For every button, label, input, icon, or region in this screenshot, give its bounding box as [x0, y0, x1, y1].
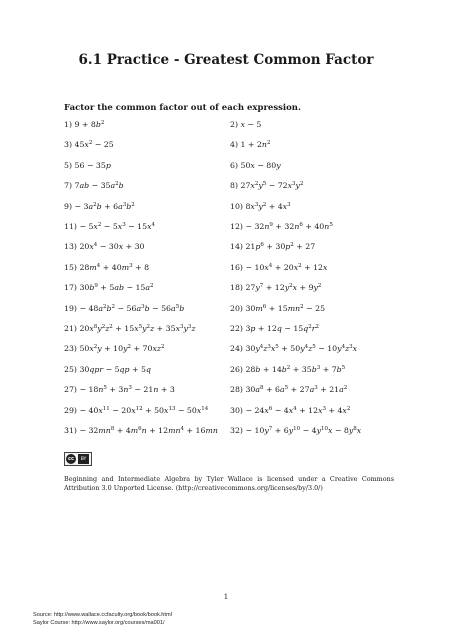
creative-commons-badge[interactable] [64, 452, 92, 466]
problem-item: 8) $27x^2y^5 - 72x^3y^2$ [230, 181, 304, 191]
problem-item: 23) $50x^2y + 10y^2 + 70xz^2$ [64, 344, 165, 354]
problem-item: 7) $7ab - 35a^2b$ [64, 181, 124, 191]
problem-item: 26) $28b + 14b^2 + 35b^3 + 7b^5$ [230, 364, 346, 374]
source-footer [33, 612, 172, 627]
problem-item: $29) - 40x^{11} - 20x^{12} + 50x^{13} - 50x^{14}$ [64, 405, 209, 415]
problem-item: 2) x − 5 [230, 120, 262, 129]
problem-item: 13) $20x^4 - 30x + 30$ [64, 242, 145, 252]
problem-item: $31) - 32mn^8 + 4m^6n + 12mn^4 + 16mn$ [64, 426, 218, 435]
problem-item: $30) - 24x^6 - 4x^4 + 12x^3 + 4x^2$ [230, 405, 351, 415]
problem-item: 22) $3p + 12q - 15q^2r^2$ [230, 324, 319, 333]
problem-item: 4) $1 + 2n^2$ [230, 140, 271, 150]
cc-icon: cc [66, 454, 76, 464]
problem-item: 21) $20x^8y^2z^2 + 15x^5y^2z + 35x^3y^3z$ [64, 324, 196, 333]
problem-list [64, 120, 394, 440]
saylor-course-line[interactable]: Saylor Course: http://www.saylor.org/courses/ma001/ [33, 619, 165, 626]
problem-item: 3) $45x^2 - 25$ [64, 140, 114, 150]
problem-item: 6) 50x − 80y [230, 160, 281, 170]
problem-item: $11) - 5x^2 - 5x^3 - 15x^4$ [64, 222, 156, 231]
problem-item: 20) $30m^6 + 15mn^2 - 25$ [230, 303, 326, 313]
problem-item: 14) $21p^6 + 30p^2 + 27$ [230, 242, 316, 252]
problem-item: $19) - 48a^2b^2 - 56a^3b - 56a^5b$ [64, 303, 185, 313]
source-line[interactable]: Source: http://www.wallace.ccfaculty.org/book/book.html [33, 612, 172, 618]
problem-item: $9) - 3a^2b + 6a^3b^2$ [64, 201, 135, 211]
problem-item: 25) 30qpr − 5qp + 5q [64, 364, 151, 374]
problem-item: $32) - 10y^7 + 6y^{10} - 4y^{10}x - 8y^8x$ [230, 426, 362, 435]
problem-item: 1) $9 + 8b^2$ [64, 120, 105, 129]
problem-item: $16) - 10x^4 + 20x^2 + 12x$ [230, 262, 328, 272]
page-number: 1 [223, 593, 229, 601]
attribution-icon: BY [78, 454, 89, 464]
license-text: Beginning and Intermediate Algebra by Tyler Wallace is licensed under a Creative Commons Attribution 3.0 Unported License. (http://creativecommons.org/licenses/by/3.0/) [64, 475, 394, 492]
problem-item: $12) - 32n^9 + 32n^6 + 40n^5$ [230, 222, 333, 231]
problem-item: 15) $28m^4 + 40m^3 + 8$ [64, 262, 150, 272]
problem-item: 28) $30a^8 + 6a^5 + 27a^3 + 21a^2$ [230, 385, 348, 395]
problem-item: 5) 56 − 35p [64, 160, 111, 170]
problem-item: $27) - 18n^5 + 3n^3 - 21n + 3$ [64, 385, 175, 395]
problem-item: 24) $30y^4z^3x^5 + 50y^4z^5 - 10y^4z^3x$ [230, 344, 358, 354]
instructions: Factor the common factor out of each expression. [64, 103, 301, 113]
problem-item: 10) $8x^3y^2 + 4x^3$ [230, 201, 291, 211]
problem-item: 17) $30b^9 + 5ab - 15a^2$ [64, 283, 154, 293]
page-title: 6.1 Practice - Greatest Common Factor [78, 52, 374, 68]
problem-item: 18) $27y^7 + 12y^2x + 9y^2$ [230, 283, 322, 293]
